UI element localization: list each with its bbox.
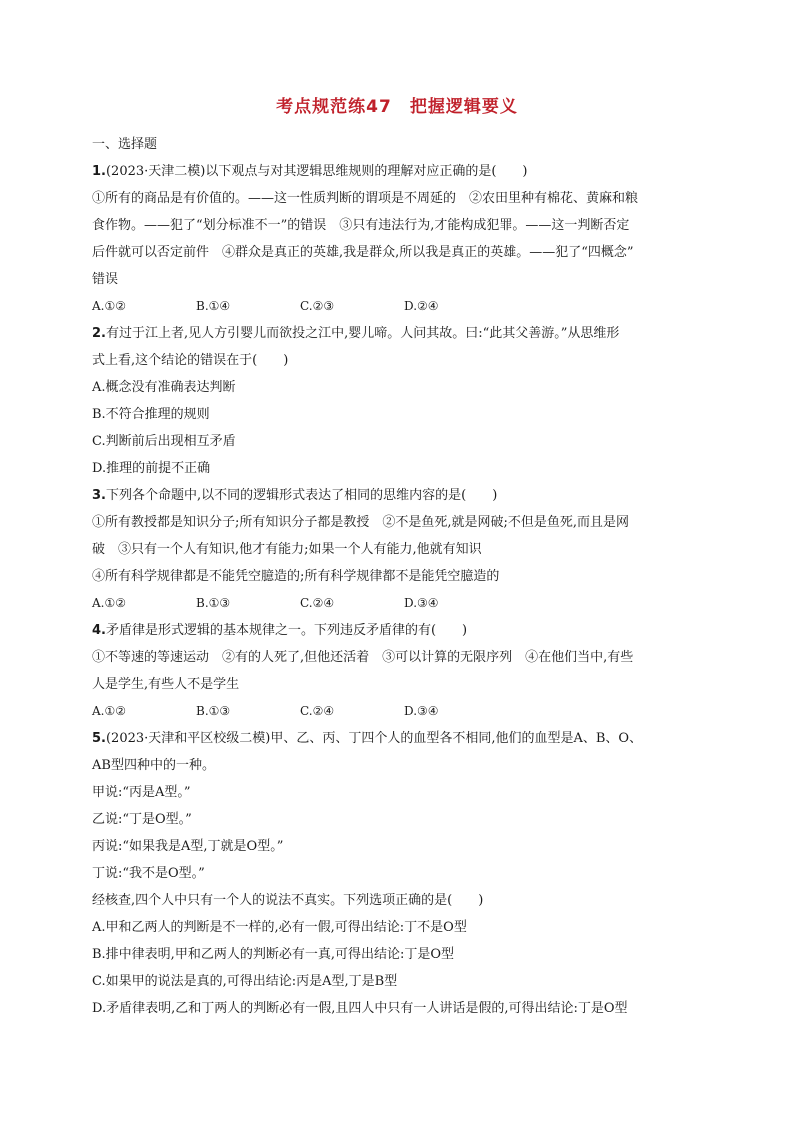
question-text-line: AB型四种中的一种。 [92, 758, 215, 773]
answer-options [92, 698, 702, 725]
question-stem-line: 5.(2023·天津和平区校级二模)甲、乙、丙、丁四个人的血型各不相同,他们的血型是A、B、O、 [92, 731, 643, 746]
option-c[interactable]: C.如果甲的说法是真的,可得出结论:丙是A型,丁是B型 [92, 974, 398, 989]
question-text-line: ①不等速的等速运动 ②有的人死了,但他还活着 ③可以计算的无限序列 ④在他们当中,有些 [92, 650, 634, 665]
option-a[interactable]: A.甲和乙两人的判断是不一样的,必有一假,可得出结论:丁不是O型 [92, 920, 467, 935]
page-title: 考点规范练47 把握逻辑要义 [276, 97, 518, 117]
option-c[interactable]: C.判断前后出现相互矛盾 [92, 434, 236, 449]
option-b[interactable]: B.①④ [196, 299, 231, 313]
section-heading: 一、选择题 [92, 137, 158, 152]
option-a[interactable]: A.①② [92, 704, 126, 718]
question-1 [92, 158, 702, 320]
option-b[interactable]: B.排中律表明,甲和乙两人的判断必有一真,可得出结论:丁是O型 [92, 947, 454, 962]
answer-options [92, 590, 702, 617]
option-a[interactable]: A.概念没有准确表达判断 [92, 380, 236, 395]
question-text-line: 式上看,这个结论的错误在于( ) [92, 353, 289, 368]
question-stem-line: 2.有过于江上者,见人方引婴儿而欲投之江中,婴儿啼。人问其故。曰:“此其父善游。”从思维形 [92, 326, 620, 341]
option-b[interactable]: B.①③ [196, 704, 231, 718]
question-stem-line: 3.下列各个命题中,以不同的逻辑形式表达了相同的思维内容的是( ) [92, 488, 498, 503]
option-d[interactable]: D.推理的前提不正确 [92, 461, 211, 476]
option-d[interactable]: D.②④ [404, 299, 439, 313]
question-text-line: ①所有的商品是有价值的。——这一性质判断的谓项是不周延的 ②农田里种有棉花、黄麻和粮 [92, 191, 639, 206]
option-d[interactable]: D.③④ [404, 596, 439, 610]
document-page [92, 96, 702, 1022]
question-number: 2. [92, 326, 106, 341]
question-text-line: 人是学生,有些人不是学生 [92, 677, 240, 692]
answer-options [92, 293, 702, 320]
question-stem-line: 4.矛盾律是形式逻辑的基本规律之一。下列违反矛盾律的有( ) [92, 623, 468, 638]
question-4 [92, 617, 702, 725]
question-5 [92, 725, 702, 1022]
question-text-line: ①所有教授都是知识分子;所有知识分子都是教授 ②不是鱼死,就是网破;不但是鱼死,而且是网 [92, 515, 630, 530]
question-number: 4. [92, 623, 106, 638]
question-text-line: 食作物。——犯了“划分标准不一”的错误 ③只有违法行为,才能构成犯罪。——这一判断否定 [92, 218, 630, 233]
question-text-line: 破 ③只有一个人有知识,他才有能力;如果一个人有能力,他就有知识 [92, 542, 482, 557]
option-c[interactable]: C.②④ [300, 704, 335, 718]
question-text-line: 后件就可以否定前件 ④群众是真正的英雄,我是群众,所以我是真正的英雄。——犯了“四概念” [92, 245, 634, 260]
question-text-line: 错误 [92, 272, 119, 287]
question-stem-line: 1.(2023·天津二模)以下观点与对其逻辑思维规则的理解对应正确的是( ) [92, 164, 528, 179]
statement-bing: 丙说:“如果我是A型,丁就是O型。” [92, 839, 284, 854]
option-d[interactable]: D.矛盾律表明,乙和丁两人的判断必有一假,且四人中只有一人讲话是假的,可得出结论:丁是O型 [92, 1001, 628, 1016]
option-b[interactable]: B.①③ [196, 596, 231, 610]
question-2 [92, 320, 702, 482]
statement-ding: 丁说:“我不是O型。” [92, 866, 205, 881]
question-number: 3. [92, 488, 106, 503]
question-number: 1. [92, 164, 106, 179]
statement-jia: 甲说:“丙是A型。” [92, 785, 191, 800]
option-d[interactable]: D.③④ [404, 704, 439, 718]
question-3 [92, 482, 702, 617]
option-c[interactable]: C.②③ [300, 299, 335, 313]
option-b[interactable]: B.不符合推理的规则 [92, 407, 210, 422]
question-text-line: ④所有科学规律都是不能凭空臆造的;所有科学规律都不是能凭空臆造的 [92, 569, 500, 584]
question-number: 5. [92, 731, 106, 746]
option-a[interactable]: A.①② [92, 299, 126, 313]
option-c[interactable]: C.②④ [300, 596, 335, 610]
statement-yi: 乙说:“丁是O型。” [92, 812, 192, 827]
question-text-line: 经核查,四个人中只有一个人的说法不真实。下列选项正确的是( ) [92, 893, 484, 908]
option-a[interactable]: A.①② [92, 596, 126, 610]
